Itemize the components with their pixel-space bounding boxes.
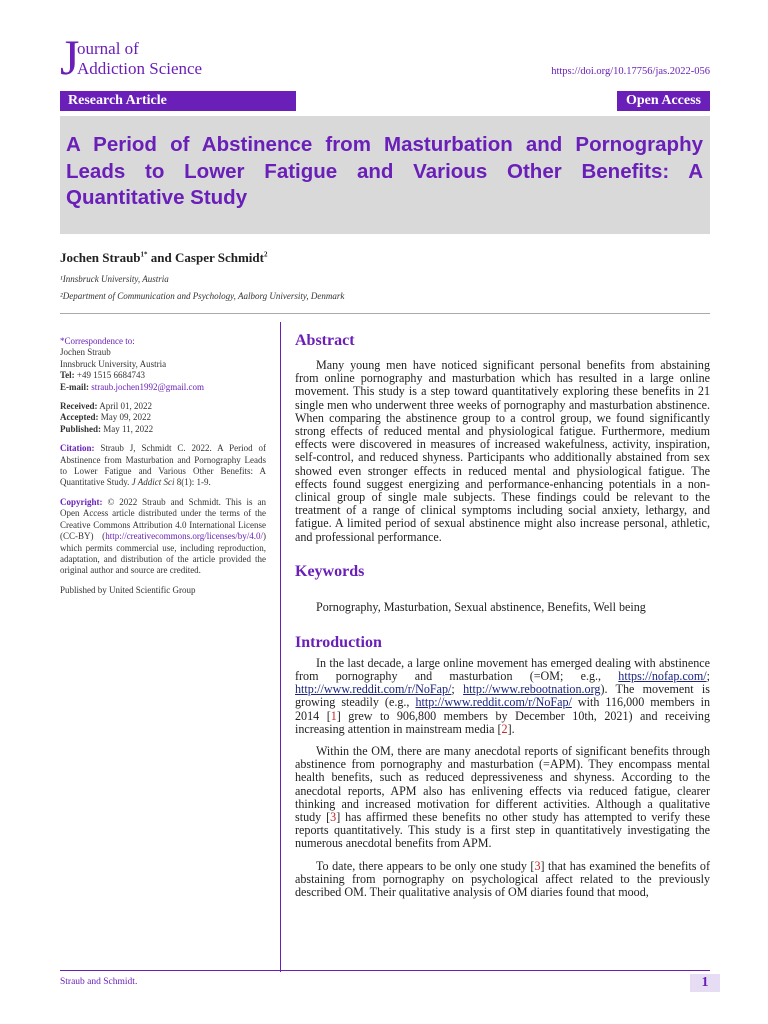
header-divider (60, 313, 710, 314)
intro-p2-text-b: ] has affirmed these benefits no other study has attempted to verify these reports quantitatively. This study is a first step in quantitatively investigating the numerous anecdotal benefits from APM. (295, 810, 710, 851)
intro-p1-text-d: ). The movement is growing steadily (e.g., (295, 682, 711, 710)
citation-text: Straub J, Schmidt C. 2022. A Period of Abstinence from Masturbation and Pornography Leads to Lower Fatigue and Various Other Benefits: A Quantitative Study. (60, 443, 266, 488)
intro-p1-text-a: In the last decade, a large online movement has emerged dealing with abstinence from pornography and masturbation (=OM; e.g., (295, 655, 710, 684)
affiliation-2: ²Department of Communication and Psychology, Aalborg University, Denmark (60, 291, 345, 301)
correspondence-tel (60, 370, 266, 381)
publisher-note: Published by United Scientific Group (60, 584, 196, 595)
correspondence-label: *Correspondence to: (60, 336, 135, 346)
license-link[interactable]: http://creativecommons.org/licenses/by/4.0/ (105, 531, 263, 542)
reddit-nofap-link[interactable]: http://www.reddit.com/r/NoFap/ (295, 682, 452, 697)
intro-p3-text-a: To date, there appears to be only one study [ (316, 858, 535, 873)
author-separator: and (147, 250, 176, 265)
intro-paragraph-3 (295, 860, 710, 900)
footer-divider (60, 970, 710, 971)
tel-value: +49 1515 6684743 (74, 370, 145, 381)
received-label: Received: (60, 401, 98, 412)
published-date: May 11, 2022 (101, 423, 154, 434)
citation-label: Citation: (60, 443, 95, 454)
footer-authors: Straub and Schmidt. (60, 977, 138, 987)
intro-p1-text-c: ; (451, 682, 464, 697)
reference-link-3[interactable]: 3 (330, 810, 337, 825)
author-2: Casper Schmidt (175, 250, 264, 265)
copyright-text-1: © 2022 Straub and Schmidt. This is an Open Access article distributed under the terms of the Creative Commons Attribution 4.0 International License (CC-BY) ( (60, 496, 266, 542)
accepted-date: May 09, 2022 (98, 412, 151, 423)
author-line (60, 250, 267, 266)
published-label: Published: (60, 423, 102, 434)
journal-logo-line1: ournal of (77, 39, 139, 58)
intro-paragraph-2 (295, 745, 710, 851)
tel-label: Tel: (60, 370, 75, 381)
rebootnation-link[interactable]: http://www.rebootnation.org (463, 682, 601, 697)
citation-block (60, 443, 266, 489)
intro-p1-text-g: ]. (507, 721, 515, 736)
author-1-affiliation-mark: 1* (140, 250, 148, 259)
correspondence-email (60, 382, 266, 393)
reference-link-1[interactable]: 1 (330, 708, 337, 723)
intro-paragraph-1 (295, 657, 710, 736)
intro-p1-text-b: ; (706, 669, 710, 684)
intro-p3-text-b: ] that has examined the benefits of abstaining from pornography on psychological affect related to the previously described OM. Their qualitative analysis of OM diaries found that mood, (295, 858, 710, 900)
intro-p2-text-a: Within the OM, there are many anecdotal reports of significant benefits through abstinence from pornography and masturbation (=APM). They encompass mental health benefits, such as reduced depressiveness and shyness. According to the anecdotal reports, APM also has enlivening effects via reduced fatigue, clearer thinking and increased motivation for different activities. Although a qualitative study [ (295, 744, 710, 825)
reference-link-3b[interactable]: 3 (534, 858, 541, 873)
main-column (295, 332, 710, 899)
introduction-heading: Introduction (295, 633, 382, 651)
accepted-label: Accepted: (60, 412, 99, 423)
citation-end: 8(1): 1-9. (174, 477, 211, 488)
intro-p1-text-f: ] grew to 906,800 members by December 10th, 2021) and receiving increasing attention in mainstream media [ (295, 708, 710, 736)
abstract-heading: Abstract (295, 332, 355, 349)
citation-journal: J Addict Sci (131, 477, 175, 488)
article-info-sidebar (60, 336, 266, 596)
article-title: A Period of Abstinence from Masturbation and Pornography Leads to Lower Fatigue and Various Other Benefits: A Quantitative Study (66, 133, 703, 209)
copyright-block (60, 497, 266, 577)
journal-logo-letter: J (60, 29, 80, 85)
journal-logo-line2: Addiction Science (77, 59, 203, 78)
abstract-text: Many young men have noticed significant personal benefits from abstaining from online pornography and masturbation which has resulted in a large online movement. This study is a step toward quantitatively exploring these benefits in 21 single men who underwent three weeks of pornography and masturbation abstinence. When comparing the abstinence group to a control group, we found significantly strong effects of reduced mental and physiological fatigue. Furthermore, medium effects were discovered in measures of increased wakefulness, activity, inspiration, self-control, and reduced shyness. Participants who additionally abstained from sex showed even stronger effects in reduced mental and physiological fatigue. The effects found suggest energizing and performance-enhancing potentials in a non-clinical group of single male subjects. These findings could be relevant to the treatment of a range of clinical symptoms including social anxiety, lethargy, and fatigue. A limited period of sexual abstinence might also increase personal, athletic, and professional performance. (295, 358, 710, 544)
affiliation-1: ¹Innsbruck University, Austria (60, 274, 169, 284)
email-link[interactable]: straub.jochen1992@gmail.com (91, 381, 205, 392)
intro-p1-text-e: with 116,000 members in 2014 [ (295, 695, 711, 723)
received-date: April 01, 2022 (97, 401, 152, 412)
keywords-heading: Keywords (295, 562, 365, 580)
article-type-badge: Research Article (60, 91, 296, 111)
reddit-nofap-link-2[interactable]: http://www.reddit.com/r/NoFap/ (415, 695, 572, 710)
journal-logo (60, 29, 260, 85)
copyright-label: Copyright: (60, 496, 103, 507)
correspondence-institution: Innsbruck University, Austria (60, 358, 167, 369)
page-number: 1 (690, 974, 720, 992)
title-box (60, 116, 710, 234)
nofap-link[interactable]: https://nofap.com/ (618, 669, 707, 684)
copyright-text-2: ) which permits commercial use, including reproduction, adaptation, and distribution of the article provided the original author and source are credited. (60, 531, 266, 576)
author-1: Jochen Straub (60, 250, 141, 265)
keywords-text: Pornography, Masturbation, Sexual abstinence, Benefits, Well being (316, 599, 646, 614)
column-divider (280, 322, 281, 972)
author-2-affiliation-mark: 2 (263, 250, 268, 259)
doi-link[interactable]: https://doi.org/10.17756/jas.2022-056 (551, 66, 710, 77)
open-access-badge: Open Access (617, 91, 710, 111)
reference-link-2[interactable]: 2 (501, 721, 508, 736)
email-label: E-mail: (60, 381, 89, 392)
correspondence-name: Jochen Straub (60, 347, 111, 358)
